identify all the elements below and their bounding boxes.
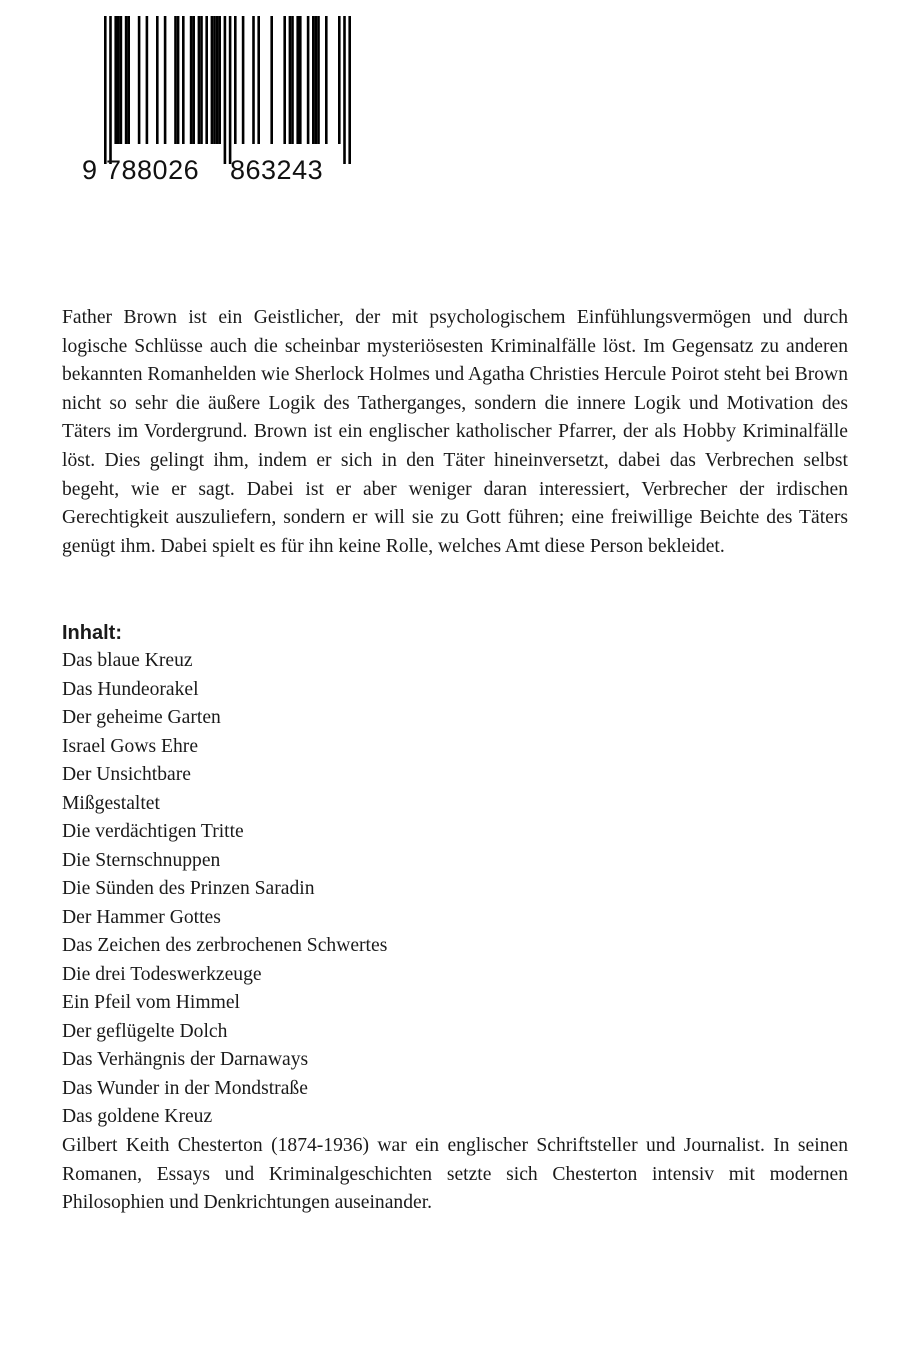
barcode-number (82, 154, 352, 186)
barcode-bar (211, 16, 214, 144)
contents-item: Der geflügelte Dolch (62, 1020, 228, 1042)
contents-item: Die Sünden des Prinzen Saradin (62, 878, 315, 899)
barcode-bar (216, 16, 219, 144)
barcode-bar (325, 16, 328, 144)
contents-item: Israel Gows Ehre (62, 735, 199, 757)
barcode-bar (270, 16, 273, 144)
barcode-guard-bar (343, 16, 346, 164)
barcode-bar (125, 16, 128, 144)
barcode-bar (146, 16, 149, 144)
barcode-left-digits: 788026 (106, 155, 200, 185)
barcode-bar (164, 16, 167, 144)
contents-item: Ein Pfeil vom Himmel (62, 992, 240, 1013)
barcode-guard-bar (224, 16, 227, 164)
barcode-bar (307, 16, 310, 144)
barcode-bar (257, 16, 260, 144)
barcode-bar (312, 16, 315, 144)
contents-item: Mißgestaltet (62, 792, 160, 814)
contents-item: Die drei Todeswerkzeuge (62, 963, 262, 985)
barcode-bar (198, 16, 201, 144)
barcode-bar (296, 16, 299, 144)
contents-item: Der geheime Garten (62, 707, 221, 728)
barcode-bar (289, 16, 292, 144)
author-bio: Gilbert Keith Chesterton (1874-1936) war ein englischer Schriftsteller und Journalist. In seinen Romanen, Essays und Kriminalgeschichten setzte sich Chesterton intensiv mit modernen Philosophien und Denkrichtungen auseinander. (62, 1135, 848, 1214)
barcode-bar (120, 16, 123, 144)
contents-heading: Inhalt: (62, 622, 122, 644)
barcode-guard-bar (109, 16, 112, 164)
barcode-bar (234, 16, 237, 144)
barcode-bar (317, 16, 320, 144)
contents-list (62, 647, 387, 1132)
barcode-right-digits: 863243 (230, 155, 324, 185)
barcode-bar (174, 16, 177, 144)
contents-item: Das Zeichen des zerbrochenen Schwertes (62, 935, 388, 956)
barcode-guard-bar (104, 16, 107, 164)
barcode-bar (338, 16, 341, 144)
barcode-bar (205, 16, 208, 144)
contents-item: Das goldene Kreuz (62, 1106, 213, 1127)
contents-item: Der Hammer Gottes (62, 906, 221, 928)
barcode-bar (315, 16, 318, 144)
isbn-barcode (82, 16, 352, 185)
barcode-bar (117, 16, 120, 144)
barcode-bars (82, 16, 352, 176)
barcode-bar (177, 16, 180, 144)
book-description: Father Brown ist ein Geistlicher, der mit psychologischem Einfühlungsvermögen und durch logische Schlüsse auch die scheinbar mysteriösesten Kriminalfälle löst. Im Gegensatz zu anderen bekannten Romanhelden wie Sherlock Holmes und Agatha Christies Hercule Poirot steht bei Brown nicht so sehr die äußere Logik des Tatherganges, sondern die innere Logik und Motivation des Täters im Vordergrund. Brown ist ein englischer katholischer Pfarrer, der als Hobby Kriminalfälle löst. Dies gelingt ihm, indem er sich in den Täter hineinversetzt, dabei das Verbrechen selbst begeht, wie er sagt. Dabei ist er aber weniger daran interessiert, Verbrecher der irdischen Gerechtigkeit auszuliefern, sondern er will sie zu Gott führen; eine freiwillige Beichte des Täters genügt ihm. Dabei spielt es für ihn keine Rolle, welches Amt diese Person bekleidet. (62, 307, 848, 557)
contents-item: Die Sternschnuppen (62, 849, 221, 871)
barcode-bar (283, 16, 286, 144)
barcode-bar (299, 16, 302, 144)
contents-item: Das Verhängnis der Darnaways (62, 1049, 309, 1070)
barcode-guard-bar (348, 16, 351, 164)
contents-item: Das Wunder in der Mondstraße (62, 1077, 308, 1099)
barcode-bar (190, 16, 193, 144)
barcode-bar (252, 16, 255, 144)
barcode-bar (291, 16, 294, 144)
barcode-bar (127, 16, 130, 144)
barcode-guard-bar (229, 16, 232, 164)
barcode-bar (242, 16, 245, 144)
barcode-bar (213, 16, 216, 144)
contents-item: Der Unsichtbare (62, 764, 191, 785)
barcode-bar (114, 16, 117, 144)
contents-item: Das blaue Kreuz (62, 650, 193, 671)
barcode-bar (138, 16, 141, 144)
barcode-bar (182, 16, 185, 144)
barcode-bar (156, 16, 159, 144)
barcode-bar (192, 16, 195, 144)
contents-item: Das Hundeorakel (62, 678, 199, 700)
barcode-lead-digit: 9 (82, 155, 98, 185)
barcode-bar (218, 16, 221, 144)
barcode-bar (200, 16, 203, 144)
contents-item: Die verdächtigen Tritte (62, 821, 244, 842)
